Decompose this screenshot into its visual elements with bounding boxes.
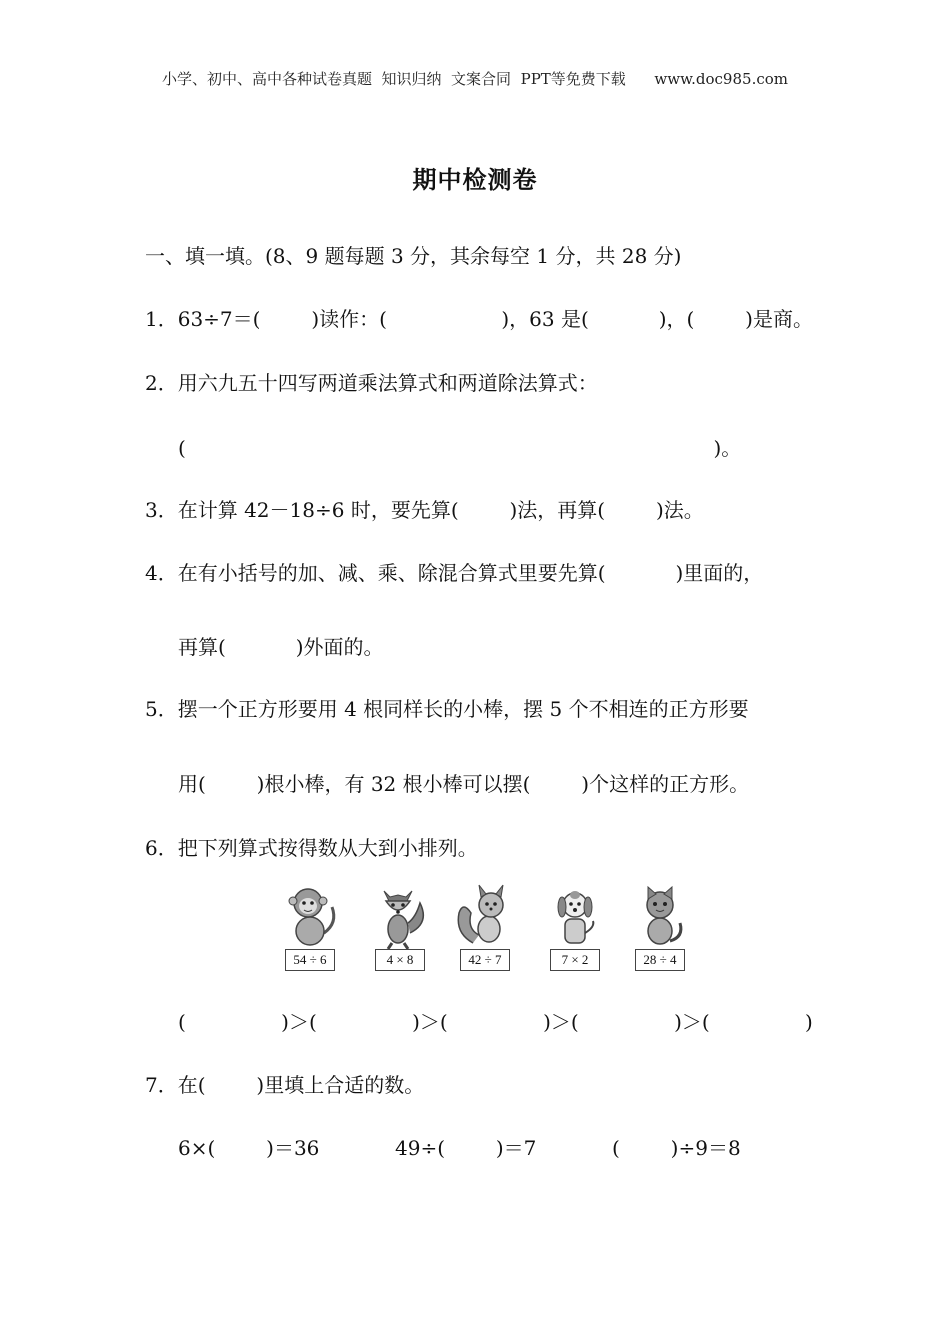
question-7-item-3: ( )÷9＝8 — [612, 1136, 741, 1160]
squirrel-icon — [455, 883, 515, 949]
cat-icon — [630, 883, 690, 949]
question-2-blank: ( )。 — [178, 436, 742, 460]
monkey-icon — [280, 883, 340, 949]
question-4-line1: 4．在有小括号的加、减、乘、除混合算式里要先算( )里面的， — [145, 561, 764, 585]
animal-expr: 4 × 8 — [375, 949, 425, 971]
animal-expr: 42 ÷ 7 — [460, 949, 510, 971]
question-7: 7．在( )里填上合适的数。 — [145, 1073, 425, 1097]
squirrel-figure — [455, 883, 515, 971]
animal-expr: 28 ÷ 4 — [635, 949, 685, 971]
page-title: 期中检测卷 — [412, 166, 538, 194]
fox-figure — [370, 883, 430, 971]
question-6-answer: ( )＞( )＞( )＞( )＞( ) — [178, 1010, 813, 1034]
monkey-figure — [280, 883, 340, 971]
section-heading: 一、填一填。(8、9 题每题 3 分，其余每空 1 分，共 28 分) — [145, 244, 682, 268]
question-7-item-2: 49÷( )＝7 — [395, 1136, 537, 1160]
question-3: 3．在计算 42－18÷6 时，要先算( )法，再算( )法。 — [145, 498, 704, 522]
question-2: 2．用六九五十四写两道乘法算式和两道除法算式： — [145, 371, 598, 395]
question-1: 1．63÷7＝( )读作：( )，63 是( )，( )是商。 — [145, 307, 813, 331]
animal-figures — [280, 883, 700, 973]
question-7-item-1: 6×( )＝36 — [178, 1136, 320, 1160]
question-5-line2: 用( )根小棒，有 32 根小棒可以摆( )个这样的正方形。 — [178, 772, 750, 796]
question-5-line1: 5．摆一个正方形要用 4 根同样长的小棒，摆 5 个不相连的正方形要 — [145, 697, 749, 721]
question-4-line2: 再算( )外面的。 — [178, 635, 384, 659]
page-header: 小学、初中、高中各种试卷真题 知识归纳 文案合同 PPT等免费下载 www.doc985.com — [161, 70, 788, 88]
cat-figure — [630, 883, 690, 971]
animal-expr: 7 × 2 — [550, 949, 600, 971]
animal-expr: 54 ÷ 6 — [285, 949, 335, 971]
question-6: 6．把下列算式按得数从大到小排列。 — [145, 836, 478, 860]
fox-icon — [370, 883, 430, 949]
dog-icon — [545, 883, 605, 949]
dog-figure — [545, 883, 605, 971]
